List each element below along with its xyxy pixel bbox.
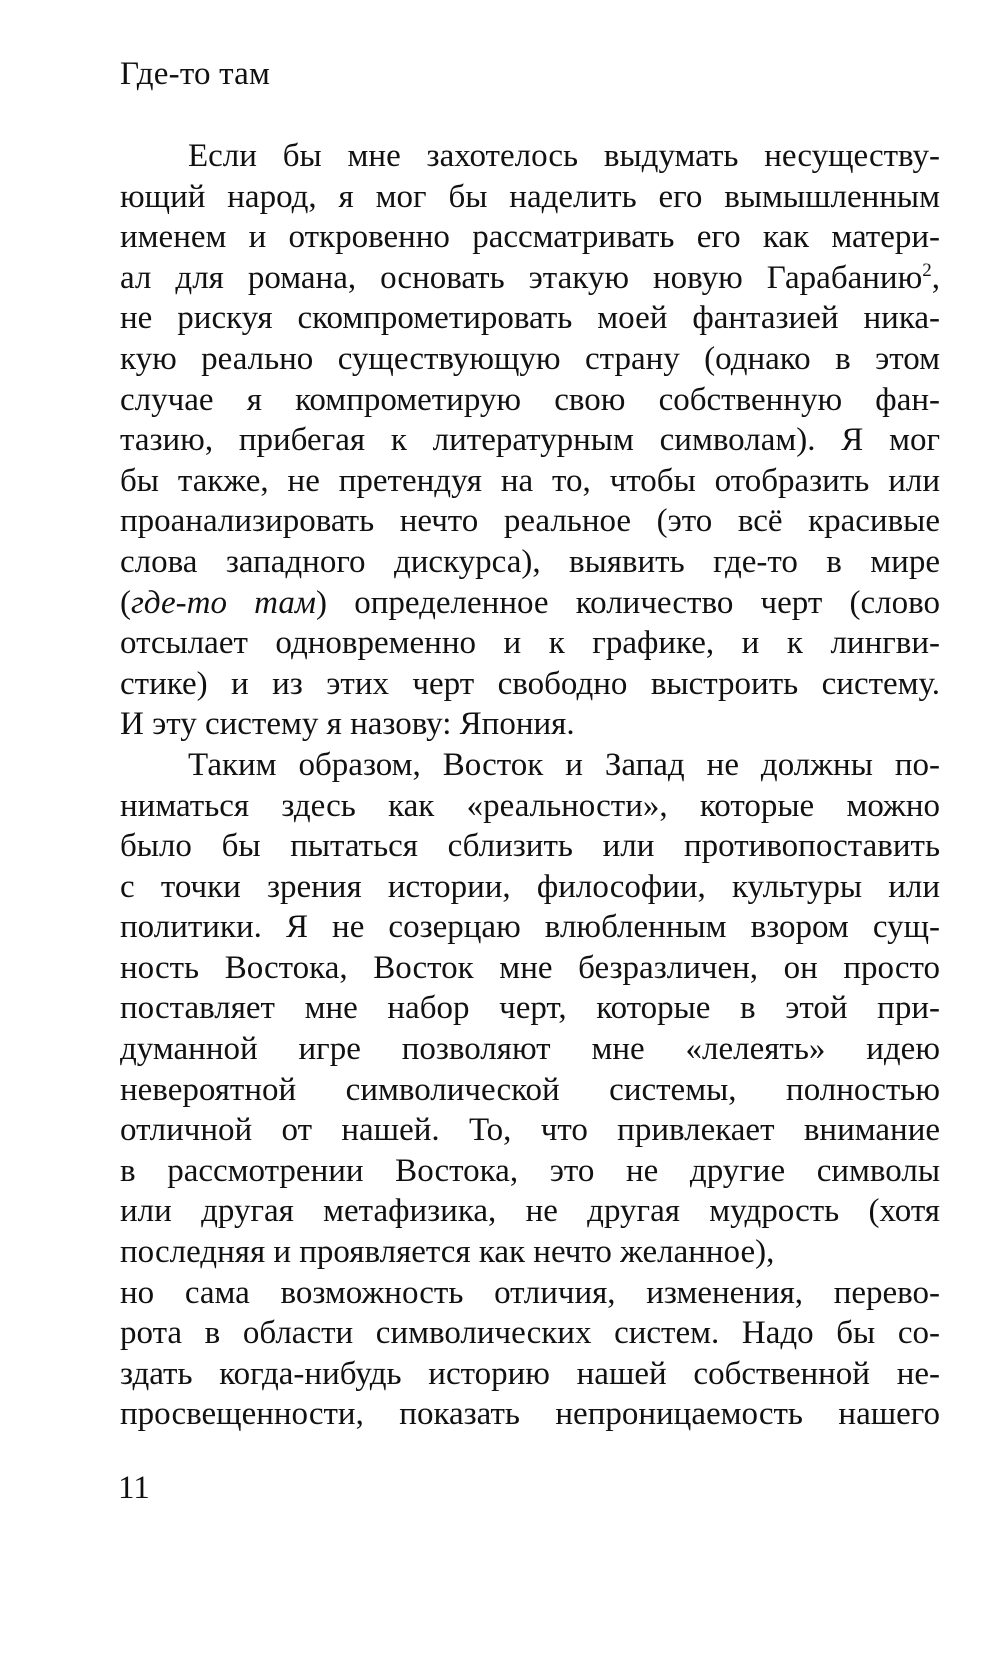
text-line: стике) и из этих черт свободно выстроить систему. xyxy=(120,665,940,702)
text-line-segment: определенное количество черт (слово xyxy=(354,584,940,621)
text-line: поставляет мне набор черт, которые в этой при- xyxy=(120,990,940,1027)
text-line: ность Востока, Восток мне безразличен, он просто xyxy=(120,949,940,986)
body-text xyxy=(120,136,940,1435)
paren-close: ) xyxy=(315,584,327,621)
text-line: просвещенности, показать непроницаемость нашего xyxy=(120,1396,940,1433)
text-line: или другая метафизика, не другая мудрость (хотя xyxy=(120,1193,940,1230)
paren-open: ( xyxy=(120,584,131,621)
text-line: ющий народ, я мог бы наделить его вымышленным xyxy=(120,178,940,215)
text-line: думанной игре позволяют мне «лелеять» идею xyxy=(120,1031,940,1068)
text-line: кую реально существующую страну (однако в этом xyxy=(120,340,940,377)
text-line: проанализировать нечто реальное (это всё красивые xyxy=(120,503,940,540)
text-line: политики. Я не созерцаю влюбленным взором сущ- xyxy=(120,909,940,946)
text-line: случае я компрометирую свою собственную фан- xyxy=(120,381,940,418)
text-line: рота в области символических систем. Надо бы со- xyxy=(120,1315,940,1352)
text-line: в рассмотрении Востока, это не другие символы xyxy=(120,1152,940,1189)
text-line: тазию, прибегая к литературным символам). Я мог xyxy=(120,422,940,459)
text-line-segment: ал для романа, основать этакую новую Гарабанию xyxy=(120,259,923,296)
text-line: с точки зрения истории, философии, культуры или xyxy=(120,868,940,905)
text-line: последняя и проявляется как нечто желанное), xyxy=(120,1234,775,1271)
text-line: именем и откровенно рассматривать его как матери- xyxy=(120,219,940,256)
paragraph-1 xyxy=(120,136,940,745)
text-line: бы также, не претендуя на то, чтобы отобразить или xyxy=(120,462,940,499)
paragraph-2 xyxy=(120,745,940,1435)
page-number: 11 xyxy=(118,1470,150,1506)
text-line: здать когда-нибудь историю нашей собственной не- xyxy=(120,1355,940,1392)
text-line: И эту систему я назову: Япония. xyxy=(120,706,575,743)
text-line: отличной от нашей. То, что привлекает внимание xyxy=(120,1112,940,1149)
italic-phrase: где-то там xyxy=(131,584,316,621)
text-line: ниматься здесь как «реальности», которые можно xyxy=(120,787,940,824)
text-line: невероятной символической системы, полностью xyxy=(120,1071,940,1108)
text-line-with-italic xyxy=(120,583,940,624)
text-line: отсылает одновременно и к графике, и к лингви- xyxy=(120,625,940,662)
text-line: но сама возможность отличия, изменения, перево- xyxy=(120,1274,940,1311)
text-line: Таким образом, Восток и Запад не должны по- xyxy=(188,746,940,783)
text-line: не рискуя скомпрометировать моей фантазией ника- xyxy=(120,300,940,337)
text-line: Если бы мне захотелось выдумать несуществу- xyxy=(188,138,940,174)
footnote-mark: 2 xyxy=(922,259,932,281)
text-line-with-footnote xyxy=(120,258,940,299)
text-line: было бы пытаться сблизить или противопоставить xyxy=(120,828,940,865)
running-head: Где-то там xyxy=(120,56,271,92)
text-line: слова западного дискурса), выявить где-то в мире xyxy=(120,543,940,580)
punctuation: , xyxy=(931,259,940,296)
